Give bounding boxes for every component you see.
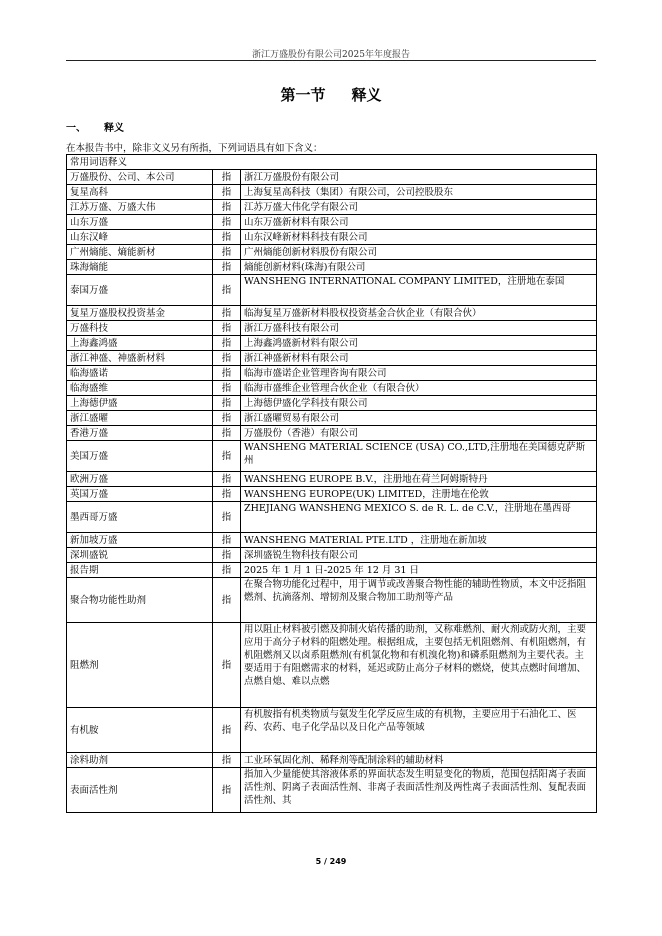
definition-cell: 熵能创新材料(珠海)有限公司 xyxy=(241,260,597,275)
definition-cell: WANSHENG EUROPE(UK) LIMITED，注册地在伦敦 xyxy=(241,487,597,502)
page-number: 5 / 249 xyxy=(315,857,347,866)
definition-cell: 浙江万盛科技有限公司 xyxy=(241,321,597,336)
table-row xyxy=(67,336,597,351)
term-cell: 广州熵能、熵能新材 xyxy=(67,245,213,260)
table-row xyxy=(67,215,597,230)
table-row xyxy=(67,623,597,708)
refers-cell: 指 xyxy=(213,306,241,321)
definition-cell: 2025 年 1 月 1 日-2025 年 12 月 31 日 xyxy=(241,563,597,578)
refers-cell: 指 xyxy=(213,502,241,533)
definition-cell: 浙江盛曜贸易有限公司 xyxy=(241,411,597,426)
term-cell: 浙江神盛、神盛新材料 xyxy=(67,351,213,366)
definition-cell: 山东万盛新材料有限公司 xyxy=(241,215,597,230)
table-row xyxy=(67,200,597,215)
definition-cell: 深圳盛锐生物科技有限公司 xyxy=(241,548,597,563)
refers-cell: 指 xyxy=(213,185,241,200)
term-cell: 上海鑫鸿盛 xyxy=(67,336,213,351)
definition-cell: 临海市盛诺企业管理咨询有限公司 xyxy=(241,366,597,381)
definition-cell: 万盛股份（香港）有限公司 xyxy=(241,426,597,441)
table-row xyxy=(67,502,597,533)
definition-cell: 临海市盛维企业管理合伙企业（有限合伙） xyxy=(241,381,597,396)
table-row xyxy=(67,366,597,381)
definition-cell: WANSHENG EUROPE B.V.，注册地在荷兰阿姆斯特丹 xyxy=(241,472,597,487)
term-cell: 泰国万盛 xyxy=(67,275,213,306)
refers-cell: 指 xyxy=(213,426,241,441)
term-cell: 山东万盛 xyxy=(67,215,213,230)
heading-number: 一、 xyxy=(66,123,86,134)
definition-cell: 上海复星高科技（集团）有限公司，公司控股股东 xyxy=(241,185,597,200)
refers-cell: 指 xyxy=(213,336,241,351)
refers-cell: 指 xyxy=(213,487,241,502)
term-cell: 临海盛维 xyxy=(67,381,213,396)
page-header: 浙江万盛股份有限公司2025年年度报告 xyxy=(252,50,410,60)
term-cell: 阻燃剂 xyxy=(67,623,213,708)
section-name: 释义 xyxy=(351,86,382,104)
table-row xyxy=(67,260,597,275)
term-cell: 表面活性剂 xyxy=(67,768,213,813)
term-cell: 复星高科 xyxy=(67,185,213,200)
term-cell: 英国万盛 xyxy=(67,487,213,502)
definition-cell: 有机胺指有机类物质与氨发生化学反应生成的有机物，主要应用于石油化工、医药、农药、电子化学品以及日化产品等领域 xyxy=(241,708,597,753)
section-title xyxy=(0,84,662,105)
refers-cell: 指 xyxy=(213,245,241,260)
definition-cell: 浙江万盛股份有限公司 xyxy=(241,170,597,185)
definition-cell: 在聚合物功能化过程中，用于调节或改善聚合物性能的辅助性物质，本文中泛指阻燃剂、抗滴落剂、增韧剂及聚合物加工助剂等产品 xyxy=(241,578,597,623)
term-cell: 浙江盛曜 xyxy=(67,411,213,426)
subsection-heading xyxy=(66,119,124,134)
table-row xyxy=(67,275,597,306)
definition-cell: ZHEJIANG WANSHENG MEXICO S. de R. L. de C.V.，注册地在墨西哥 xyxy=(241,502,597,533)
term-cell: 万盛科技 xyxy=(67,321,213,336)
definition-cell: WANSHENG MATERIAL SCIENCE (USA) CO.,LTD,注册地在美国德克萨斯州 xyxy=(241,441,597,472)
term-cell: 上海德伊盛 xyxy=(67,396,213,411)
refers-cell: 指 xyxy=(213,215,241,230)
definition-cell: 上海德伊盛化学科技有限公司 xyxy=(241,396,597,411)
term-cell: 山东汉峰 xyxy=(67,230,213,245)
table-caption: 常用词语释义 xyxy=(67,155,597,170)
table-row xyxy=(67,441,597,472)
table-row xyxy=(67,396,597,411)
table-row xyxy=(67,230,597,245)
refers-cell: 指 xyxy=(213,441,241,472)
definition-cell: WANSHENG INTERNATIONAL COMPANY LIMITED，注册地在泰国 xyxy=(241,275,597,306)
refers-cell: 指 xyxy=(213,768,241,813)
table-row xyxy=(67,487,597,502)
definitions-table xyxy=(66,154,597,813)
term-cell: 聚合物功能性助剂 xyxy=(67,578,213,623)
refers-cell: 指 xyxy=(213,708,241,753)
term-cell: 有机胺 xyxy=(67,708,213,753)
term-cell: 深圳盛锐 xyxy=(67,548,213,563)
term-cell: 万盛股份、公司、本公司 xyxy=(67,170,213,185)
table-row xyxy=(67,563,597,578)
term-cell: 美国万盛 xyxy=(67,441,213,472)
refers-cell: 指 xyxy=(213,170,241,185)
definition-cell: 用以阻止材料被引燃及抑制火焰传播的助剂，又称难燃剂、耐火剂或防火剂，主要应用于高分子材料的阻燃处理。根据组成，主要包括无机阻燃剂、有机阻燃剂，有机阻燃剂又以卤系阻燃剂(有机氯化物和有机溴化物)和磷系阻燃剂为主要代表。主要适用于有阻燃需求的材料，延迟或防止高分子材料的燃烧，使其点燃时间增加、点燃自熄、难以点燃 xyxy=(241,623,597,708)
table-row xyxy=(67,753,597,768)
definition-cell: WANSHENG MATERIAL PTE.LTD ，注册地在新加坡 xyxy=(241,533,597,548)
term-cell: 墨西哥万盛 xyxy=(67,502,213,533)
refers-cell: 指 xyxy=(213,230,241,245)
definition-cell: 临海复星万盛新材料股权投资基金合伙企业（有限合伙） xyxy=(241,306,597,321)
table-row xyxy=(67,170,597,185)
definition-cell: 工业环氧固化剂、稀释剂等配制涂料的辅助材料 xyxy=(241,753,597,768)
table-row xyxy=(67,245,597,260)
refers-cell: 指 xyxy=(213,563,241,578)
definition-cell: 浙江神盛新材料有限公司 xyxy=(241,351,597,366)
header-divider xyxy=(66,60,596,61)
table-row xyxy=(67,533,597,548)
term-cell: 珠海熵能 xyxy=(67,260,213,275)
refers-cell: 指 xyxy=(213,396,241,411)
table-row xyxy=(67,351,597,366)
refers-cell: 指 xyxy=(213,472,241,487)
section-number: 第一节 xyxy=(280,86,326,104)
term-cell: 涂料助剂 xyxy=(67,753,213,768)
refers-cell: 指 xyxy=(213,260,241,275)
refers-cell: 指 xyxy=(213,411,241,426)
heading-text: 释义 xyxy=(104,123,124,134)
definition-cell: 指加入少量能使其溶液体系的界面状态发生明显变化的物质，范围包括阳离子表面活性剂、阴离子表面活性剂、非离子表面活性剂及两性离子表面活性剂、复配表面活性剂、其 xyxy=(241,768,597,813)
refers-cell: 指 xyxy=(213,321,241,336)
table-caption-row xyxy=(67,155,597,170)
table-row xyxy=(67,768,597,813)
term-cell: 香港万盛 xyxy=(67,426,213,441)
table-row xyxy=(67,548,597,563)
term-cell: 新加坡万盛 xyxy=(67,533,213,548)
intro-text: 在本报告书中，除非文义另有所指，下列词语具有如下含义： xyxy=(66,143,323,154)
term-cell: 复星万盛股权投资基金 xyxy=(67,306,213,321)
term-cell: 临海盛诺 xyxy=(67,366,213,381)
refers-cell: 指 xyxy=(213,200,241,215)
term-cell: 报告期 xyxy=(67,563,213,578)
term-cell: 欧洲万盛 xyxy=(67,472,213,487)
table-row xyxy=(67,381,597,396)
refers-cell: 指 xyxy=(213,366,241,381)
table-row xyxy=(67,708,597,753)
definition-cell: 上海鑫鸿盛新材料有限公司 xyxy=(241,336,597,351)
table-row xyxy=(67,411,597,426)
refers-cell: 指 xyxy=(213,275,241,306)
table-row xyxy=(67,185,597,200)
table-row xyxy=(67,306,597,321)
definition-cell: 江苏万盛大伟化学有限公司 xyxy=(241,200,597,215)
table-row xyxy=(67,321,597,336)
refers-cell: 指 xyxy=(213,548,241,563)
definition-cell: 山东汉峰新材料科技有限公司 xyxy=(241,230,597,245)
table-row xyxy=(67,472,597,487)
table-row xyxy=(67,426,597,441)
refers-cell: 指 xyxy=(213,578,241,623)
term-cell: 江苏万盛、万盛大伟 xyxy=(67,200,213,215)
table-row xyxy=(67,578,597,623)
refers-cell: 指 xyxy=(213,351,241,366)
refers-cell: 指 xyxy=(213,753,241,768)
refers-cell: 指 xyxy=(213,381,241,396)
refers-cell: 指 xyxy=(213,533,241,548)
refers-cell: 指 xyxy=(213,623,241,708)
definition-cell: 广州熵能创新材料股份有限公司 xyxy=(241,245,597,260)
